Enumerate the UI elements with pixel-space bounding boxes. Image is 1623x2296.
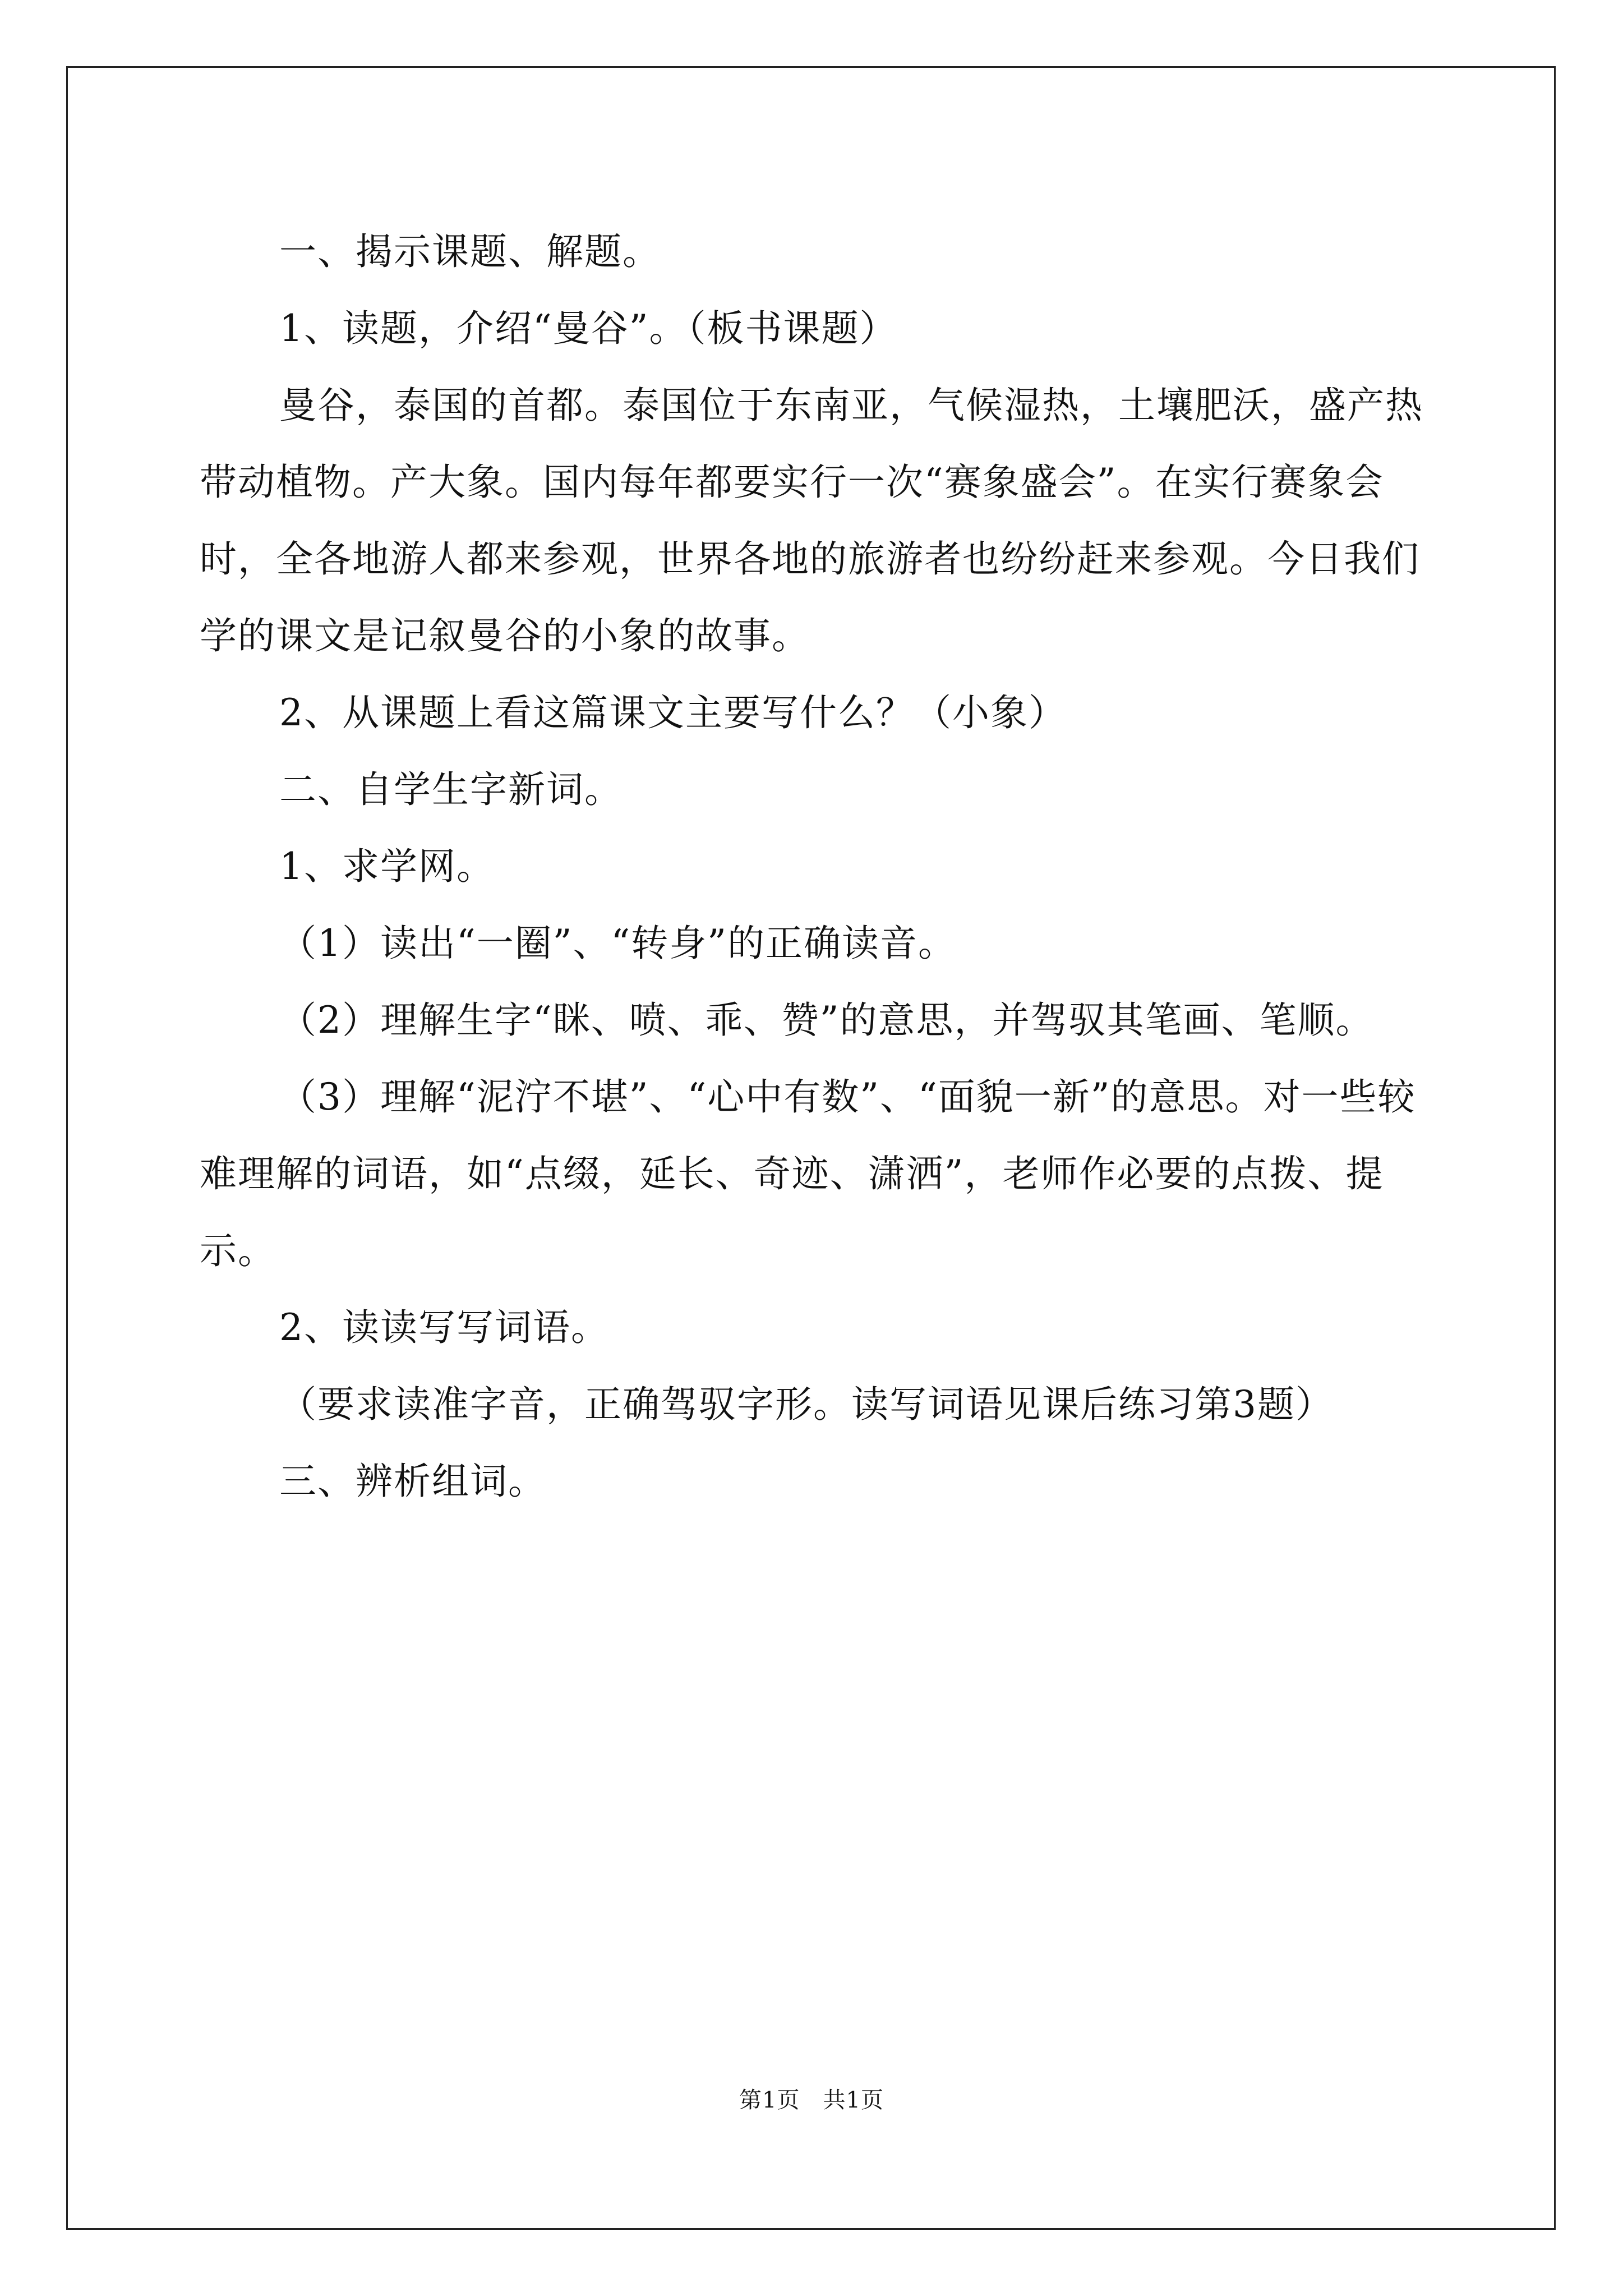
paragraph-item-3: （3）理解“泥泞不堪”、“心中有数”、“面貌一新”的意思。对一些较难理解的词语，如“点缀，延长、奇迹、潇洒”，老师作必要的点拨、提示。 xyxy=(200,1075,1416,1272)
paragraph-item-2: （2）理解生字“眯、喷、乖、赞”的意思，并驾驭其笔画、笔顺。 xyxy=(279,999,1374,1042)
heading-section-2: 二、自学生字新词。 xyxy=(279,768,623,811)
heading-section-1: 一、揭示课题、解题。 xyxy=(279,230,661,273)
paragraph-read-title: 1、读题，介绍“曼谷”。（板书课题） xyxy=(279,307,898,350)
heading-section-3: 三、辨析组词。 xyxy=(279,1460,546,1503)
paragraph-step-2: 2、读读写写词语。 xyxy=(279,1306,609,1349)
paragraph-requirement: （要求读准字音，正确驾驭字形。读写词语见课后练习第3题） xyxy=(279,1383,1334,1426)
paragraph-step-1: 1、求学网。 xyxy=(279,845,495,888)
page-footer: 第1页 共1页 xyxy=(739,2087,884,2113)
paragraph-item-1: （1）读出“一圈”、“转身”的正确读音。 xyxy=(279,922,956,965)
paragraph-bangkok-intro: 曼谷，泰国的首都。泰国位于东南亚，气候湿热，土壤肥沃，盛产热带动植物。产大象。国内每年都要实行一次“赛象盛会”。在实行赛象会时，全各地游人都来参观，世界各地的旅游者也纷纷赶来参观。今日我们学的课文是记叙曼谷的小象的故事。 xyxy=(200,384,1423,657)
paragraph-question: 2、从课题上看这篇课文主要写什么？（小象） xyxy=(279,691,1067,734)
